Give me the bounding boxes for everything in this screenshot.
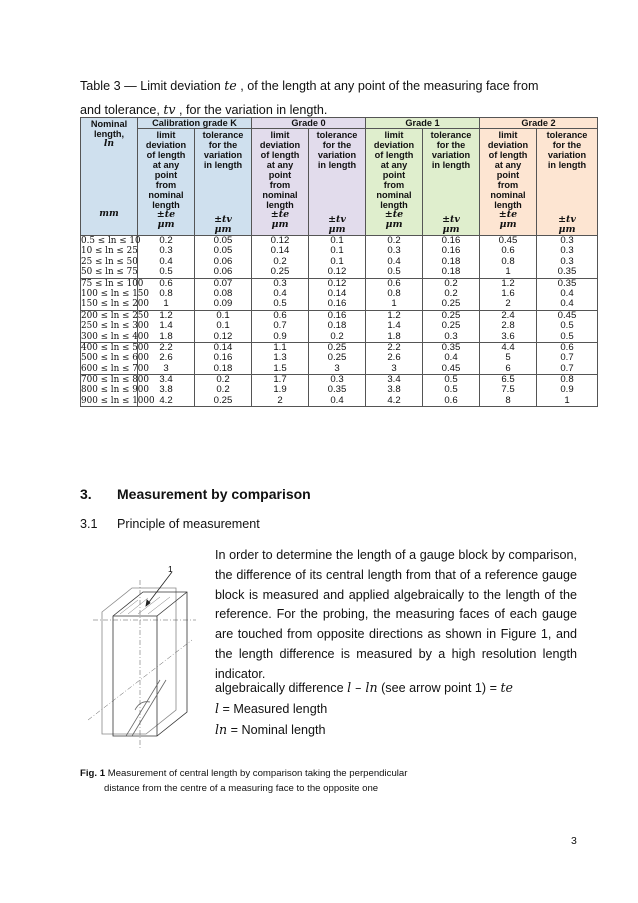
value-cell: 2.4 2.8 3.6 — [480, 310, 537, 342]
value-cell: 0.12 0.14 0.16 — [309, 278, 366, 310]
figure-label: Fig. 1 — [80, 768, 106, 779]
value-cell: 0.35 0.4 0.45 — [423, 342, 480, 374]
table-row — [81, 236, 598, 279]
value-cell: 0.2 0.3 0.4 0.5 — [138, 236, 195, 279]
group-header: Grade 1 — [366, 118, 480, 129]
value-cell: 0.25 0.25 3 — [309, 342, 366, 374]
nominal-range-cell: 700 ≤ ln ≤ 800 800 ≤ ln ≤ 900 900 ≤ ln ≤ 1000 — [81, 375, 155, 406]
table-caption — [80, 74, 570, 122]
value-cell: 0.45 0.5 0.5 — [537, 310, 598, 342]
caption-line-1: Table 3 — Limit deviation te , of the length at any point of the measuring face from — [80, 78, 539, 93]
value-cell: 0.3 0.35 0.4 — [309, 375, 366, 407]
nominal-range-cell: 0.5 ≤ ln ≤ 10 10 ≤ ln ≤ 25 25 ≤ ln ≤ 50 50 ≤ ln ≤ 75 — [81, 236, 141, 278]
figure-caption: Fig. 1 Measurement of central length by comparison taking the perpendicular distance from the centre of a measuring face to the opposite one — [80, 768, 408, 794]
nominal-range-cell: 200 ≤ ln ≤ 250 250 ≤ ln ≤ 300 300 ≤ ln ≤ 400 — [81, 310, 149, 342]
value-cell: 0.6 0.7 0.9 — [252, 310, 309, 342]
tolerance-header: tolerance for the variation in length ±tv μm — [309, 129, 366, 236]
section-3-1-heading: 3.1 Principle of measurement — [80, 517, 260, 531]
value-cell: 0.1 0.1 0.12 — [195, 310, 252, 342]
figure-callout-1: 1 — [168, 564, 173, 574]
value-cell: 1.2 1.4 1.8 — [366, 310, 423, 342]
value-cell: 3.4 3.8 4.2 — [366, 375, 423, 407]
group-header: Grade 0 — [252, 118, 366, 129]
value-cell: 0.25 0.25 0.3 — [423, 310, 480, 342]
value-cell: 0.14 0.16 0.18 — [195, 342, 252, 374]
value-cell: 0.07 0.08 0.09 — [195, 278, 252, 310]
value-cell: 1.2 1.4 1.8 — [138, 310, 195, 342]
value-cell: 1.2 1.6 2 — [480, 278, 537, 310]
value-cell: 0.16 0.18 0.2 — [309, 310, 366, 342]
table-row — [81, 375, 598, 407]
value-cell: 0.3 0.3 0.3 0.35 — [537, 236, 598, 279]
group-header-row — [81, 118, 598, 129]
value-cell: 0.1 0.1 0.1 0.12 — [309, 236, 366, 279]
nominal-range-cell: 400 ≤ ln ≤ 500 500 ≤ ln ≤ 600 600 ≤ ln ≤ 700 — [81, 342, 149, 374]
nominal-length-def: ln = Nominal length — [215, 721, 326, 737]
value-cell: 0.35 0.4 0.4 — [537, 278, 598, 310]
nominal-range-cell: 75 ≤ ln ≤ 100 100 ≤ ln ≤ 150 150 ≤ ln ≤ 200 — [81, 278, 149, 310]
value-cell: 0.6 0.8 1 — [138, 278, 195, 310]
tolerance-header: tolerance for the variation in length ±tv μm — [195, 129, 252, 236]
limit-deviation-header: limit deviation of length at any point from nominal length ±te μm — [366, 129, 423, 236]
limit-deviation-header: limit deviation of length at any point from nominal length ±te μm — [480, 129, 537, 236]
table-row — [81, 278, 598, 310]
value-cell: 0.2 0.2 0.25 — [423, 278, 480, 310]
principle-paragraph: In order to determine the length of a gauge block by comparison, the difference of its central length from that of a reference gauge block is measured and applied algebraically to the length of the reference. For the probing, the measuring faces of each gauge are touched from opposite directions as shown in Figure 1, and the length difference is measured by a high resolution length indicator. — [215, 548, 577, 681]
value-cell: 6.5 7.5 8 — [480, 375, 537, 407]
section-3-heading: 3. Measurement by comparison — [80, 486, 311, 502]
te-symbol: te — [224, 78, 237, 93]
value-cell: 0.6 0.7 0.7 — [537, 342, 598, 374]
value-cell: 0.16 0.16 0.18 0.18 — [423, 236, 480, 279]
caption-line-2: and tolerance, tv , for the variation in length. — [80, 102, 328, 117]
value-cell: 0.2 0.3 0.4 0.5 — [366, 236, 423, 279]
value-cell: 0.5 0.5 0.6 — [423, 375, 480, 407]
value-cell: 2.2 2.6 3 — [366, 342, 423, 374]
group-header: Calibration grade K — [138, 118, 252, 129]
tolerance-header: tolerance for the variation in length ±tv μm — [537, 129, 598, 236]
value-cell: 1.1 1.3 1.5 — [252, 342, 309, 374]
value-cell: 0.8 0.9 1 — [537, 375, 598, 407]
table-row — [81, 342, 598, 374]
formula-line: algebraically difference l – ln (see arrow point 1) = te — [215, 680, 513, 695]
limit-deviation-header: limit deviation of length at any point from nominal length ±te μm — [252, 129, 309, 236]
value-cell: 0.05 0.05 0.06 0.06 — [195, 236, 252, 279]
value-cell: 0.3 0.4 0.5 — [252, 278, 309, 310]
value-cell: 1.7 1.9 2 — [252, 375, 309, 407]
tolerance-header: tolerance for the variation in length ±tv μm — [423, 129, 480, 236]
table-row — [81, 310, 598, 342]
nominal-length-header: Nominal length, ln mm — [81, 118, 138, 236]
gauge-block-figure — [80, 560, 210, 750]
limit-deviation-table — [80, 117, 598, 407]
value-cell: 4.4 5 6 — [480, 342, 537, 374]
formula-block — [215, 678, 577, 740]
group-header: Grade 2 — [480, 118, 598, 129]
value-cell: 0.2 0.2 0.25 — [195, 375, 252, 407]
value-cell: 0.12 0.14 0.2 0.25 — [252, 236, 309, 279]
value-cell: 0.6 0.8 1 — [366, 278, 423, 310]
page-number: 3 — [571, 835, 577, 847]
measured-length-def: l = Measured length — [215, 700, 328, 716]
limit-deviation-header: limit deviation of length at any point from nominal length ±te μm — [138, 129, 195, 236]
value-cell: 0.45 0.6 0.8 1 — [480, 236, 537, 279]
sub-header-row — [81, 129, 598, 236]
value-cell: 3.4 3.8 4.2 — [138, 375, 195, 407]
tv-symbol: tv — [163, 102, 176, 117]
value-cell: 2.2 2.6 3 — [138, 342, 195, 374]
